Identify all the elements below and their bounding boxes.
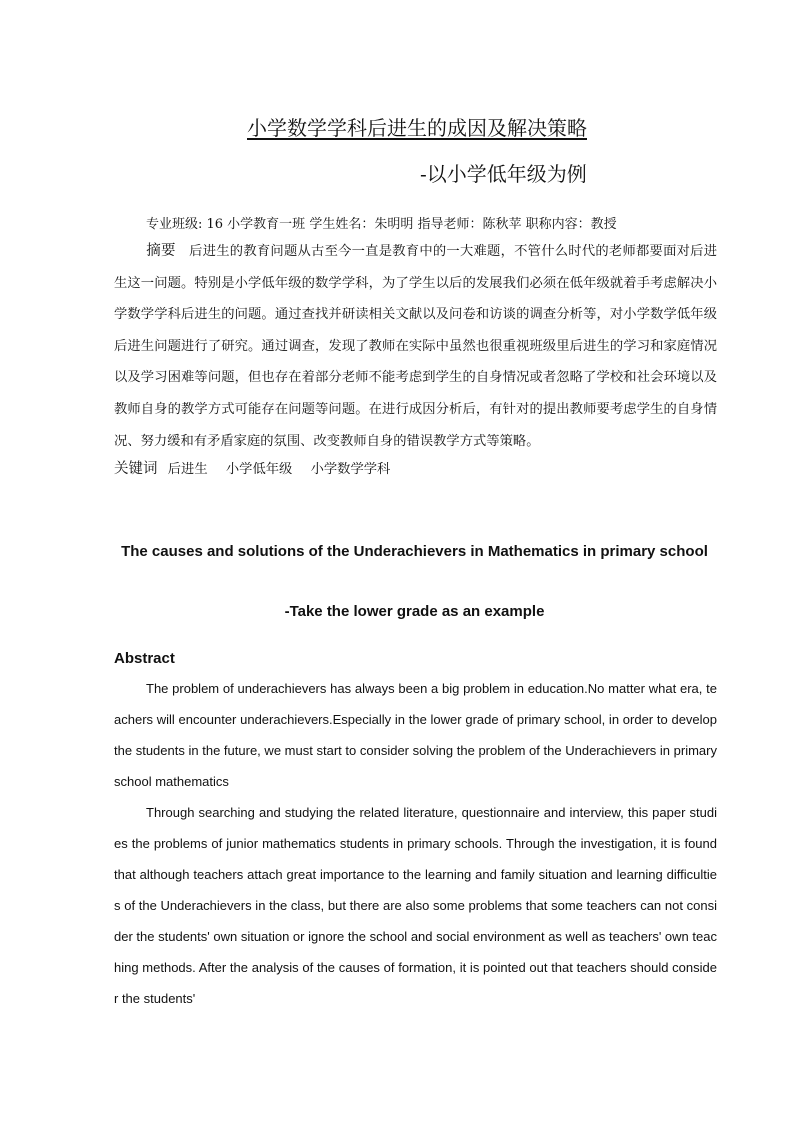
author-info: 专业班级: 16 小学教育一班 学生姓名：朱明明 指导老师：陈秋苹 职称内容：教授 bbox=[146, 217, 617, 232]
english-title: The causes and solutions of the Underachievers in Mathematics in primary school bbox=[121, 543, 708, 560]
keyword: 小学低年级 bbox=[225, 462, 293, 477]
abstract-label-en: Abstract bbox=[114, 650, 175, 667]
abstract-text-cn: 后进生的教育问题从古至今一直是教育中的一大难题，不管什么时代的老师都要面对后进生这一问题。特别是小学低年级的数学学科，为了学生以后的发展我们必须在低年级就着手考虑解决小学数学学科后进生的问题。通过查找并研读相关文献以及问卷和访谈的调查分析等，对小学数学低年级后进生问题进行了研究。通过调查，发现了教师在实际中虽然也很重视班级里后进生的学习和家庭情况以及学习困难等问题，但也存在着部分老师不能考虑到学生的自身情况或者忽略了学校和社会环境以及教师自身的教学方式可能存在问题等问题。在进行成因分析后，有针对的提出教师要考虑学生的自身情况、努力缓和有矛盾家庭的氛围、改变教师自身的错误教学方式等策略。 bbox=[114, 244, 718, 449]
chinese-title: 小学数学学科后进生的成因及解决策略 bbox=[247, 116, 587, 140]
chinese-subtitle: -以小学低年级为例 bbox=[420, 162, 587, 186]
keyword: 后进生 bbox=[167, 462, 208, 477]
keywords-label: 关键词 bbox=[114, 461, 158, 477]
abstract-paragraph-en: The problem of underachievers has always been a big problem in education.No matter what era, teachers will encounter underachievers.Especially in the lower grade of primary school, in order to develop the students in the future, we must start to consider solving the problem of the Underachievers in primary school mathematics bbox=[114, 681, 717, 789]
chinese-abstract bbox=[114, 236, 717, 457]
abstract-paragraph-en: Through searching and studying the related literature, questionnaire and interview, this paper studies the problems of junior mathematics students in primary schools. Through the investigation, it is found that although teachers attach great importance to the learning and family situation and learning difficulties of the Underachievers in the class, but there are also some problems that some teachers can not consider the students' own situation or ignore the school and social environment as well as teachers' own teaching methods. After the analysis of the causes of formation, it is pointed out that teachers should consider the students' bbox=[114, 805, 717, 1006]
chinese-keywords bbox=[114, 457, 404, 478]
keyword: 小学数学学科 bbox=[310, 462, 391, 477]
english-subtitle: -Take the lower grade as an example bbox=[284, 603, 545, 620]
abstract-label-cn: 摘要 bbox=[146, 243, 176, 259]
